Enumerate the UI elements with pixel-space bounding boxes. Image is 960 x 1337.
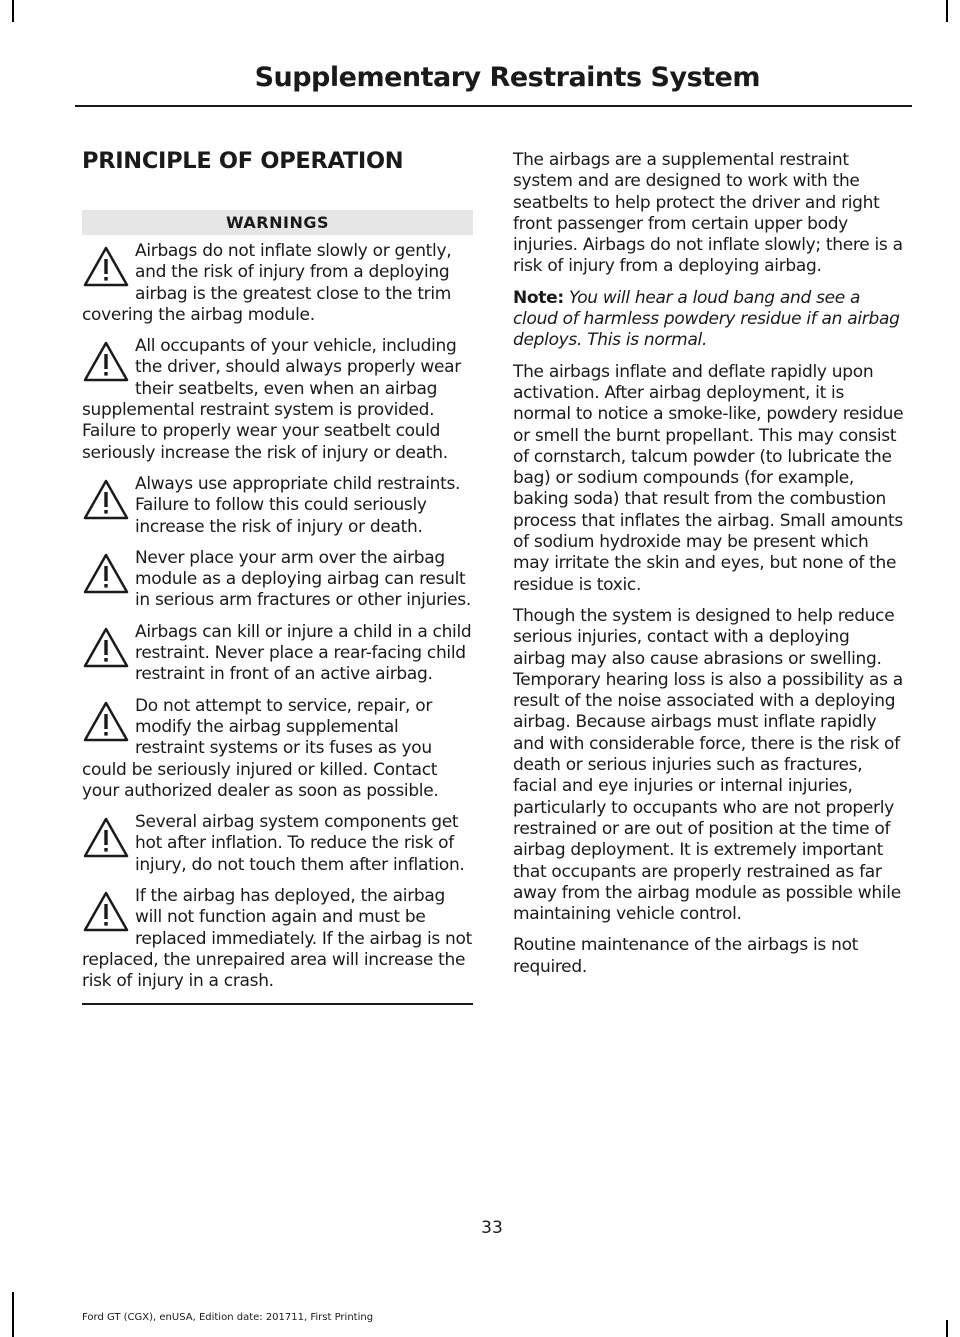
warnings-end-rule [82,1003,473,1005]
crop-mark-top-left [12,0,14,22]
warning-text: Never place your arm over the airbag module as a deploying airbag can result in serious arm fractures or other injuries. [135,547,471,611]
warning-item [82,241,473,326]
warning-item [82,474,473,538]
note-paragraph [513,288,906,352]
page-header-title: Supplementary Restraints System [254,62,760,93]
warning-item [82,696,473,802]
crop-mark-bottom-left [12,1292,14,1337]
warning-text: Always use appropriate child restraints. Failure to follow this could seriously increase the risk of injury or death. [135,473,461,537]
warning-item [82,886,473,992]
warning-triangle-icon [82,700,130,744]
warning-item [82,622,473,686]
crop-mark-bottom-right [946,1320,948,1337]
warning-text: All occupants of your vehicle, including the driver, should always properly wear their seatbelts, even when an airbag supplemental restraint system is provided. Failure to properly wear your seatbelt could seriously increase the risk of injury or death. [82,336,461,463]
warning-triangle-icon [82,816,130,860]
warning-item [82,548,473,612]
note-label: Note: [513,287,564,308]
body-paragraph: Routine maintenance of the airbags is not required. [513,935,859,977]
right-column [513,150,906,988]
warning-text: If the airbag has deployed, the airbag will not function again and must be replaced immediately. If the airbag is not replaced, the unrepaired area will increase the risk of injury in a crash. [82,886,472,992]
warning-text: Several airbag system components get hot after inflation. To reduce the risk of injury, do not touch them after inflation. [135,812,465,875]
body-paragraph: Though the system is designed to help reduce serious injuries, contact with a deploying airbag may also cause abrasions or swelling. Temporary hearing loss is also a possibility as a result of the noise associated with a deploying airbag. Because airbags must inflate rapidly and with considerable force, there is the risk of death or serious injuries such as fractures, facial and eye injuries or internal injuries, particularly to occupants who are not properly restrained or are out of position at the time of airbag deployment. It is extremely important that occupants are properly restrained as far away from the airbag module as possible while maintaining vehicle control. [513,605,903,925]
warning-text: Airbags do not inflate slowly or gently, and the risk of injury from a deploying airbag is the greatest close to the trim covering the airbag module. [82,241,452,325]
warning-text: Airbags can kill or injure a child in a child restraint. Never place a rear-facing child restraint in front of an active airbag. [135,621,472,685]
header-rule [75,105,912,107]
warning-triangle-icon [82,245,130,289]
warning-item [82,812,473,876]
section-title: PRINCIPLE OF OPERATION [82,148,404,174]
left-column [82,148,473,1005]
body-paragraph: The airbags are a supplemental restraint system and are designed to work with the seatbelts to help protect the driver and right front passenger from certain upper body injuries. Airbags do not inflate slowly; there is a risk of injury from a deploying airbag. [513,150,903,277]
footer-edition: Ford GT (CGX), enUSA, Edition date: 201711, First Printing [82,1312,374,1323]
body-paragraph: The airbags inflate and deflate rapidly upon activation. After airbag deployment, it is normal to notice a smoke-like, powdery residue or smell the burnt propellant. This may consist of cornstarch, talcum powder (to lubricate the bag) or sodium compounds (for example, baking soda) that result from the combustion process that inflates the airbag. Small amounts of sodium hydroxide may be present which may irritate the skin and eyes, but none of the residue is toxic. [513,361,904,595]
crop-mark-top-right [946,0,948,22]
warning-triangle-icon [82,340,130,384]
warning-text: Do not attempt to service, repair, or modify the airbag supplemental restraint systems or its fuses as you could be seriously injured or killed. Contact your authorized dealer as soon as possible. [82,695,439,801]
page-number: 33 [481,1218,503,1238]
warning-triangle-icon [82,890,130,934]
note-text: You will hear a loud bang and see a cloud of harmless powdery residue if an airbag deploys. This is normal. [513,287,900,351]
warning-triangle-icon [82,552,130,596]
warning-triangle-icon [82,478,130,522]
warnings-heading: WARNINGS [82,210,473,235]
warning-item [82,336,473,464]
warning-triangle-icon [82,626,130,670]
